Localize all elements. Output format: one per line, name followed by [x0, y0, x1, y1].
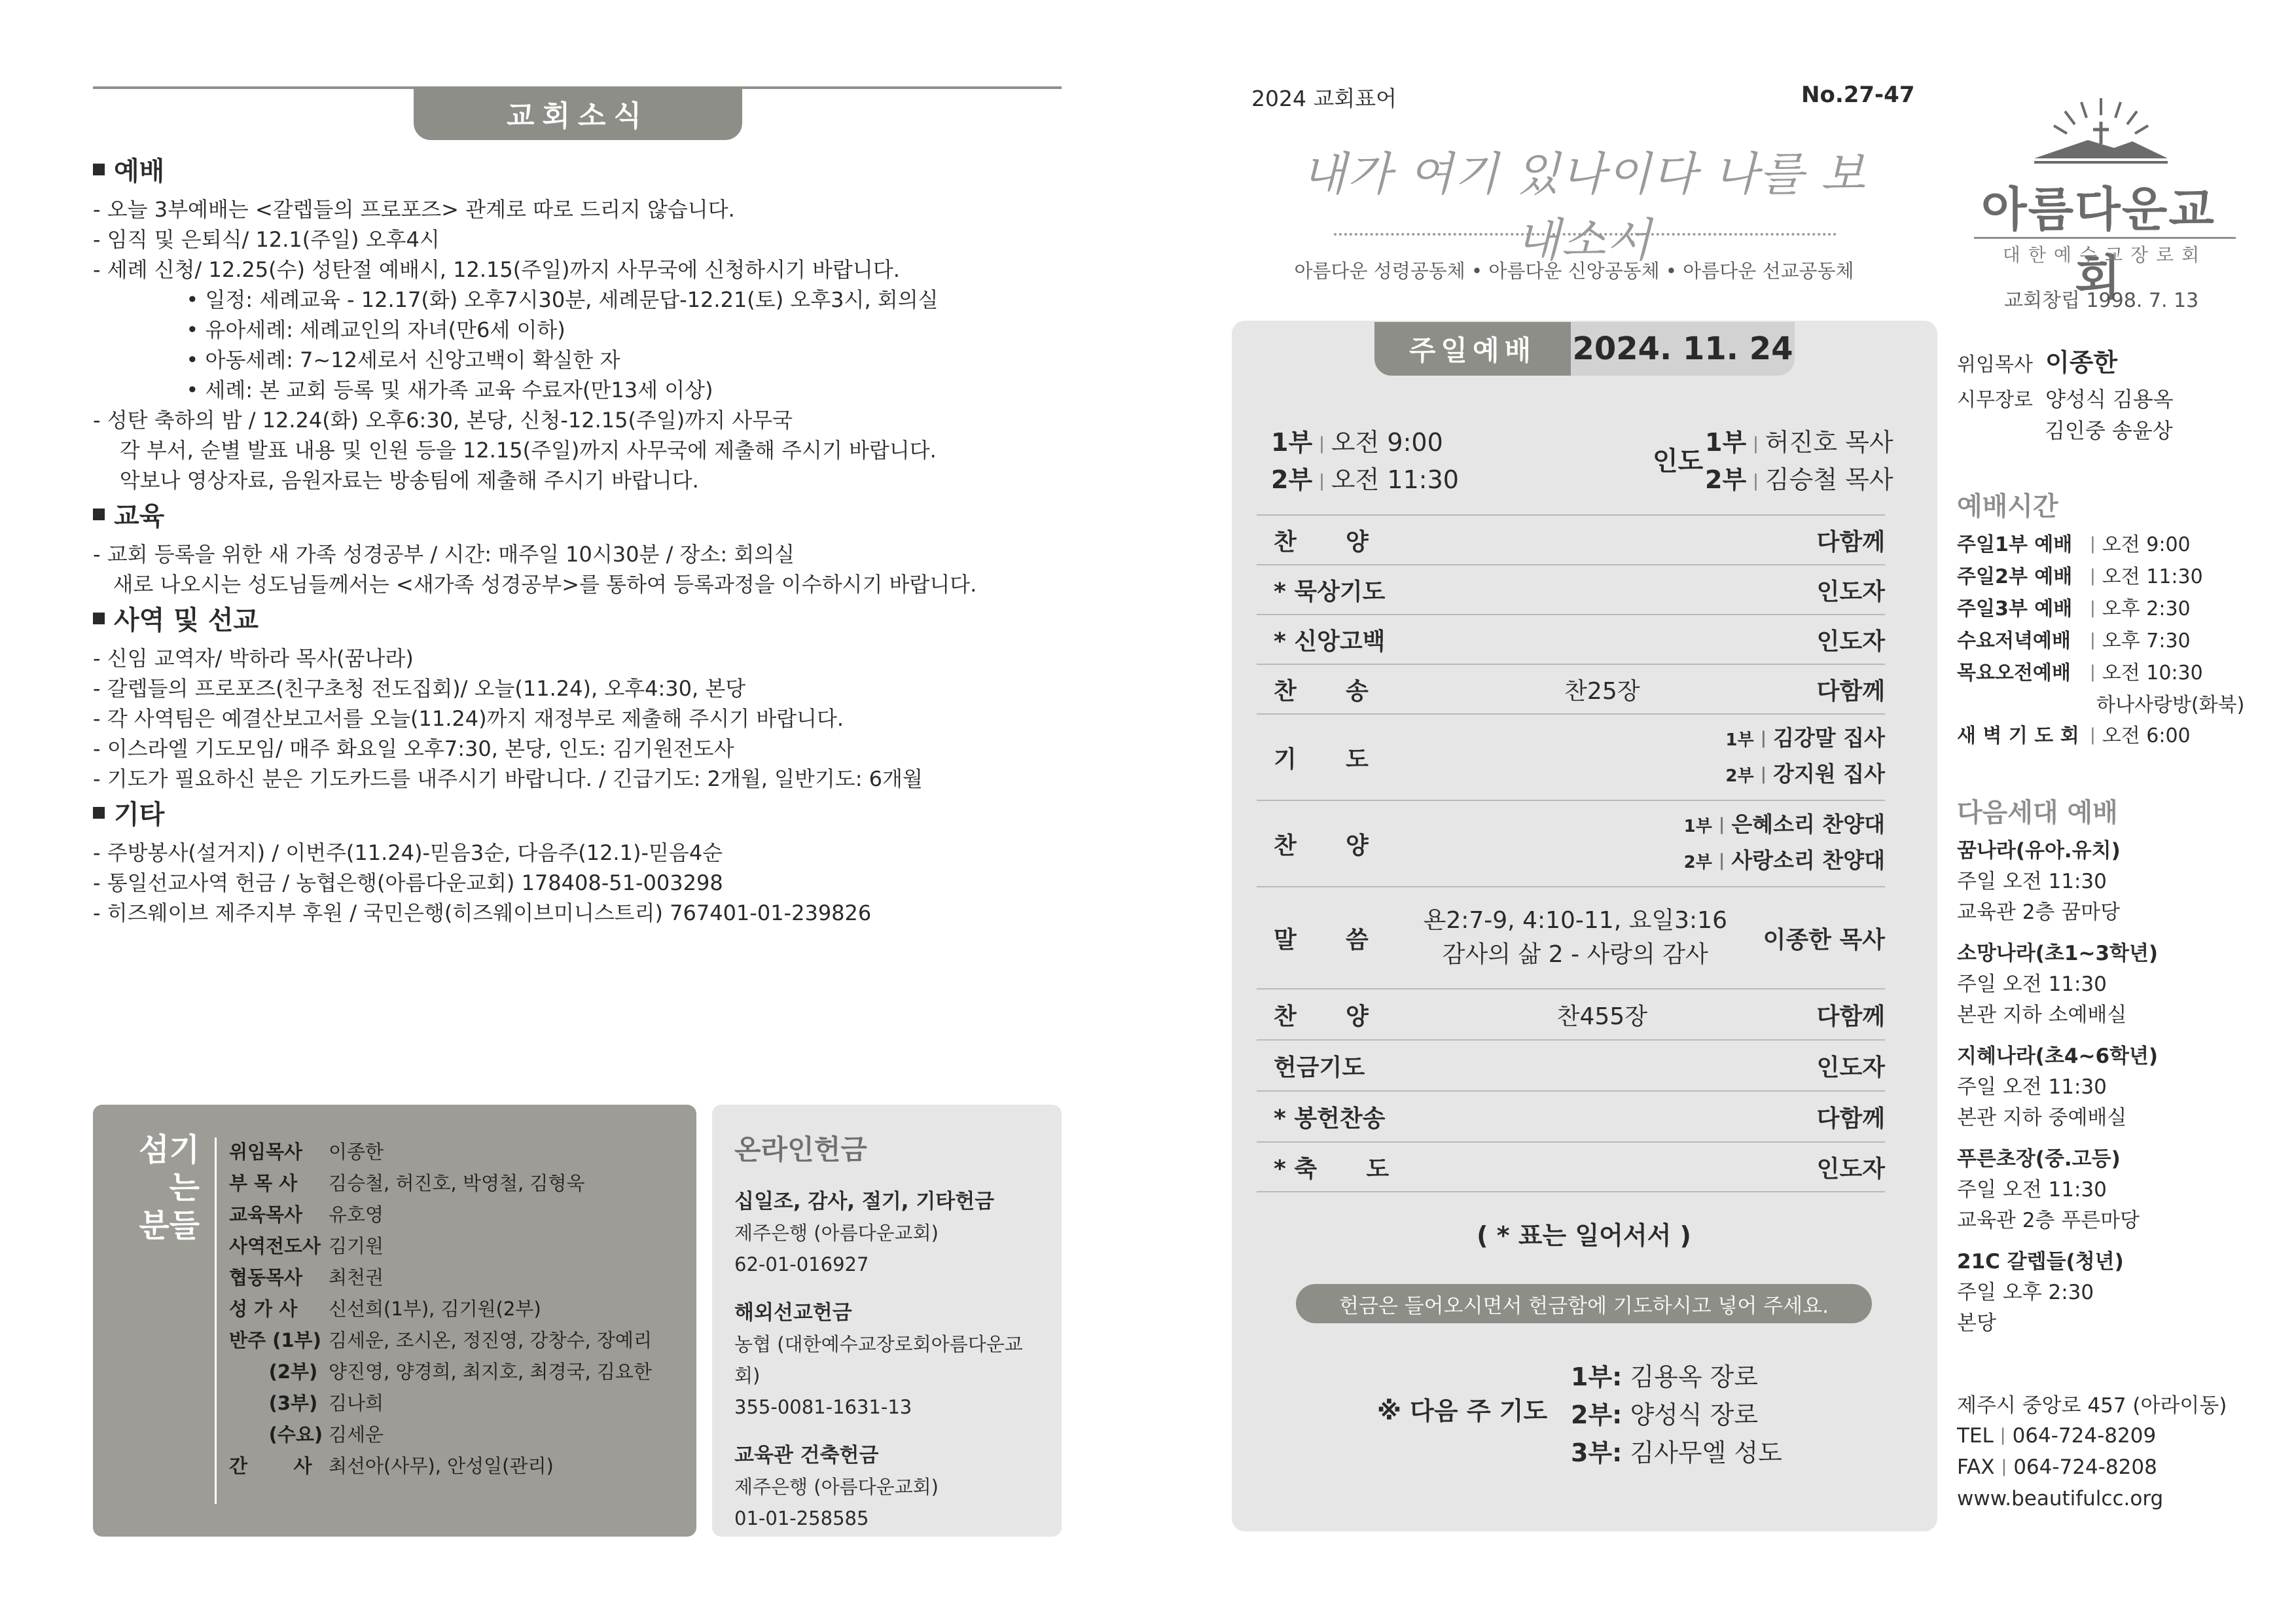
staff-row: 부 목 사 김승철, 허진호, 박영철, 김형욱: [229, 1172, 585, 1194]
dotted-divider: [1334, 233, 1837, 236]
offering-group: 교육관 건축헌금 제주은행 (아름다운교회) 01-01-258585: [734, 1444, 939, 1529]
section-heading: 사역 및 선교: [114, 605, 259, 635]
next-prayer-item: 1부: 김용옥 장로: [1571, 1363, 1759, 1391]
square-bullet-icon: [93, 508, 105, 520]
time-row: 주일2부 예배 | 오전 11:30: [1957, 565, 2203, 588]
nextgen-title: 다음세대 예배: [1957, 798, 2118, 828]
news-line: - 교회 등록을 위한 새 가족 성경공부 / 시간: 매주일 10시30분 / 장소: 회의실: [93, 542, 795, 567]
news-section-education: [93, 495, 1075, 599]
founded-date: 교회창립 1998. 7. 13: [2004, 289, 2199, 312]
order-row: 헌금기도 인도자: [1257, 1039, 1885, 1090]
section-heading: 기타: [114, 800, 165, 830]
staff-row: (2부) 양진영, 양경희, 최지호, 최경국, 김요한: [229, 1361, 652, 1383]
order-of-worship: [1257, 514, 1885, 1192]
staff-row: (3부) 김나희: [229, 1392, 384, 1414]
news-line: 악보나 영상자료, 음원자료는 방송팀에 제출해 주시기 바랍니다.: [93, 468, 699, 493]
news-line: - 이스라엘 기도모임/ 매주 화요일 오후7:30, 본당, 인도: 김기원전도사: [93, 736, 734, 761]
offering-note: 헌금은 들어오시면서 헌금함에 기도하시고 넣어 주세요.: [1296, 1284, 1872, 1323]
online-offering-title: 온라인헌금: [734, 1133, 867, 1166]
staff-list: [229, 1136, 652, 1482]
staff-row: 사역전도사 김기원: [229, 1235, 384, 1257]
square-bullet-icon: [93, 807, 105, 819]
order-row: * 묵상기도 인도자: [1257, 564, 1885, 614]
lead-label: 인도: [1653, 446, 1704, 476]
square-bullet-icon: [93, 164, 105, 175]
standup-note: ( * 표는 일어서서 ): [1477, 1221, 1691, 1250]
news-line: - 신임 교역자/ 박하라 목사(꿈나라): [93, 646, 414, 671]
nextgen-item: 소망나라(초1~3학년) 주일 오전 11:30 본관 지하 소예배실: [1957, 942, 2159, 1027]
time-row: 주일3부 예배 | 오후 2:30: [1957, 597, 2191, 620]
news-line: • 세례: 본 교회 등록 및 새가족 교육 수료자(만13세 이상): [93, 378, 713, 402]
next-prayer-item: 3부: 김사무엘 성도: [1571, 1438, 1782, 1467]
order-row: * 봉헌찬송 다함께: [1257, 1090, 1885, 1141]
order-row: * 신앙고백 인도자: [1257, 614, 1885, 664]
news-line: 각 부서, 순별 발표 내용 및 인원 등을 12.15(주일)까지 사무국에 제출해 주시기 바랍니다.: [93, 438, 937, 463]
news-line: - 성탄 축하의 밤 / 12.24(화) 오후6:30, 본당, 신청-12.15(주일)까지 사무국: [93, 408, 793, 433]
order-row: 찬 양 다함께: [1257, 514, 1885, 564]
nextgen-item: 21C 갈렙들(청년) 주일 오후 2:30 본당: [1957, 1250, 2124, 1335]
order-row: 말 씀 욘2:7-9, 4:10-11, 요일3:16 감사의 삶 2 - 사랑의 감사 이종한 목사: [1257, 886, 1885, 988]
offering-group: 해외선교헌금 농협 (대한예수교장로회아름다운교회) 355-0081-1631-13: [734, 1301, 1023, 1418]
phone: TEL | 064-724-8209: [1957, 1424, 2157, 1448]
motto-year: 2024 교회표어: [1251, 86, 1397, 111]
worship-date: 2024. 11. 24: [1571, 322, 1795, 376]
news-line: - 오늘 3부예배는 <갈렙들의 프로포즈> 관계로 따로 드리지 않습니다.: [93, 197, 735, 222]
staff-row: 교육목사 유호영: [229, 1204, 384, 1226]
staff-row: (수요) 김세운: [229, 1423, 384, 1446]
news-line: • 아동세례: 7~12세로서 신앙고백이 확실한 자: [93, 348, 620, 372]
next-prayer-item: 2부: 양성식 장로: [1571, 1400, 1759, 1429]
nextgen-item: 지혜나라(초4~6학년) 주일 오전 11:30 본관 지하 중예배실: [1957, 1044, 2159, 1130]
service-leaders: 1부 | 허진호 목사 2부 | 김승철 목사: [1705, 428, 1893, 494]
website-link[interactable]: www.beautifulcc.org: [1957, 1487, 2164, 1510]
service-times: 1부 | 오전 9:00 2부 | 오전 11:30: [1271, 428, 1459, 494]
online-offering-box: [712, 1105, 1062, 1537]
staff-row: 협동목사 최천권: [229, 1266, 384, 1289]
news-line: - 갈렙들의 프로포즈(친구초청 전도집회)/ 오늘(11.24), 오후4:30, 본당: [93, 676, 746, 701]
fax: FAX | 064-724-8208: [1957, 1455, 2157, 1479]
staff-row: 위임목사 이종한: [229, 1141, 384, 1163]
news-line: - 히즈웨이브 제주지부 후원 / 국민은행(히즈웨이브미니스트리) 767401-01-239826: [93, 901, 872, 925]
motto-calligraphy: 내가 여기 있나이다 나를 보내소서: [1301, 147, 1867, 267]
offering-group: 십일조, 감사, 절기, 기타헌금 제주은행 (아름다운교회) 62-01-016927: [734, 1190, 995, 1275]
time-row: 새 벽 기 도 회 | 오전 6:00: [1957, 724, 2191, 747]
staff-row: 성 가 사 신선희(1부), 김기원(2부): [229, 1298, 541, 1320]
news-line: 새로 나오시는 성도님들께서는 <새가족 성경공부>를 통하여 등록과정을 이수하시기 바랍니다.: [93, 572, 977, 597]
address: 제주시 중앙로 457 (아라이동): [1957, 1394, 2227, 1418]
issue-number: No.27-47: [1801, 82, 1915, 108]
news-line: - 각 사역팀은 예결산보고서를 오늘(11.24)까지 재정부로 제출해 주시기 바랍니다.: [93, 706, 844, 731]
nextgen-worship: [1957, 792, 2158, 1349]
news-body: [93, 151, 1075, 928]
nextgen-item: 푸른초장(중.고등) 주일 오전 11:30 교육관 2층 푸른마당: [1957, 1147, 2140, 1232]
staff-title: 섬기는 분들: [139, 1132, 200, 1244]
news-section-worship: [93, 151, 1075, 495]
section-heading: 교육: [114, 501, 165, 531]
news-line: • 유아세례: 세례교인의 자녀(만6세 이하): [93, 317, 565, 342]
worship-title: 주일예배: [1374, 322, 1571, 376]
square-bullet-icon: [93, 613, 105, 624]
time-row: 수요저녁예배 | 오후 7:30: [1957, 630, 2191, 652]
time-row: 하나사랑방(화북): [2096, 694, 2245, 717]
order-row: * 축 도 인도자: [1257, 1141, 1885, 1192]
news-section-etc: [93, 794, 1075, 928]
church-name-rule: [1974, 237, 2236, 239]
next-prayer-label: ※ 다음 주 기도: [1377, 1397, 1548, 1425]
worship-times-title: 예배시간: [1957, 491, 2058, 522]
news-section-mission: [93, 599, 1075, 794]
pastors-info: 위임목사 이종한 시무장로 양성식 김용옥 김인중 송윤상: [1957, 348, 2174, 443]
staff-divider: [215, 1137, 217, 1504]
worship-times: [1957, 486, 2244, 753]
next-prayer-list: [1571, 1358, 1782, 1472]
time-row: 목요오전예배 | 오전 10:30: [1957, 662, 2203, 685]
communities-line: 아름다운 성령공동체 • 아름다운 신앙공동체 • 아름다운 선교공동체: [1294, 260, 1854, 282]
order-row: 찬 양 찬455장 다함께: [1257, 988, 1885, 1039]
nextgen-item: 꿈나라(유아.유치) 주일 오전 11:30 교육관 2층 꿈마당: [1957, 839, 2121, 924]
news-title: 교회소식: [414, 86, 742, 140]
denomination: 대한예수교장로회: [2002, 244, 2208, 266]
order-row: 찬 송 찬25장 다함께: [1257, 664, 1885, 713]
section-heading: 예배: [114, 156, 165, 187]
news-line: • 일정: 세례교육 - 12.17(화) 오후7시30분, 세례문답-12.21(토) 오후3시, 회의실: [93, 287, 939, 312]
staff-row: 반주 (1부) 김세운, 조시온, 정진영, 강창수, 장예리: [229, 1329, 652, 1351]
news-line: - 통일선교사역 헌금 / 농협은행(아름다운교회) 178408-51-003298: [93, 870, 723, 895]
news-line: - 기도가 필요하신 분은 기도카드를 내주시기 바랍니다. / 긴급기도: 2개월, 일반기도: 6개월: [93, 766, 923, 791]
time-row: 주일1부 예배 | 오전 9:00: [1957, 533, 2191, 556]
staff-box: [93, 1105, 696, 1537]
contact-info: [1957, 1391, 2227, 1514]
church-name: 아름다운교회: [1981, 182, 2215, 305]
staff-row: 간 사 최선아(사무), 안성일(관리): [229, 1455, 554, 1477]
news-line: - 임직 및 은퇴식/ 12.1(주일) 오후4시: [93, 227, 440, 252]
order-row: 기 도 1부 | 김강말 집사 2부 | 강지원 집사: [1257, 713, 1885, 800]
news-line: - 주방봉사(설거지) / 이번주(11.24)-믿음3순, 다음주(12.1)-믿음4순: [93, 840, 723, 865]
news-line: - 세례 신청/ 12.25(수) 성탄절 예배시, 12.15(주일)까지 사무국에 신청하시기 바랍니다.: [93, 257, 900, 282]
order-row: 찬 양 1부 | 은혜소리 찬양대 2부 | 사랑소리 찬양대: [1257, 800, 1885, 886]
